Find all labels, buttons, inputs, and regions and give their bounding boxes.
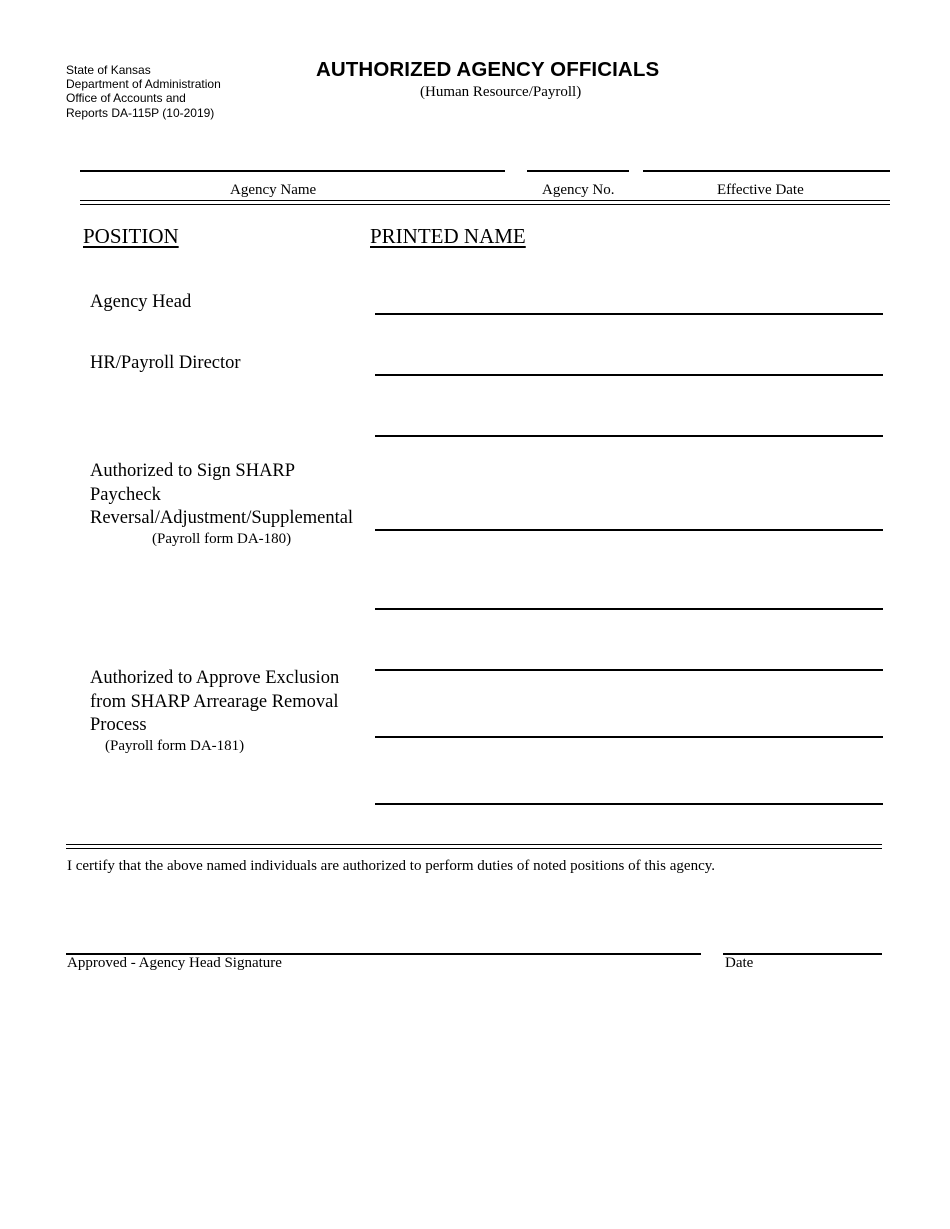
agency-info-line: Office of Accounts and [66,91,186,106]
position-hr-payroll-director: HR/Payroll Director [90,353,241,373]
effective-date-line [643,170,890,172]
double-rule-top [80,200,890,201]
form-subtitle: (Human Resource/Payroll) [420,84,582,100]
agency-no-line [527,170,629,172]
printed-name-field-hr-payroll-director[interactable] [375,345,883,375]
agency-info-block [66,63,221,120]
position-sign-sharp-line1: Authorized to Sign SHARP [90,461,296,481]
printed-name-line [375,608,883,610]
printed-name-field-sign-sharp-2[interactable] [375,579,883,609]
signature-date-field[interactable] [723,925,882,953]
position-approve-exclusion-line2: from SHARP Arrearage Removal [90,692,339,712]
agency-info-line: State of Kansas [66,63,151,77]
position-approve-exclusion-note: (Payroll form DA-181) [105,738,245,754]
printed-name-column-header: PRINTED NAME [370,224,526,248]
printed-name-field-sign-sharp-1[interactable] [375,500,883,530]
position-sign-sharp-note: (Payroll form DA-180) [152,531,292,547]
printed-name-field-approve-exclusion-1[interactable] [375,640,883,670]
printed-name-line [375,669,883,671]
position-approve-exclusion-line3: Process [90,715,147,735]
form-title: AUTHORIZED AGENCY OFFICIALS [316,58,660,81]
agency-head-signature-field[interactable] [66,925,701,953]
printed-name-line [375,374,883,376]
printed-name-field-agency-head[interactable] [375,284,883,314]
position-column-header: POSITION [83,224,179,248]
date-label: Date [725,955,754,971]
printed-name-line [375,435,883,437]
agency-name-line [80,170,505,172]
certification-statement: I certify that the above named individuals are authorized to perform duties of noted positions of this agency. [67,858,716,874]
effective-date-field[interactable] [643,142,890,170]
position-sign-sharp-line2: Paycheck [90,485,161,505]
printed-name-field-extra[interactable] [375,406,883,436]
position-agency-head: Agency Head [90,292,192,312]
effective-date-label: Effective Date [717,182,804,198]
position-sign-sharp-line3: Reversal/Adjustment/Supplemental [90,508,354,528]
bottom-double-rule-bottom [66,848,882,849]
printed-name-line [375,803,883,805]
agency-info-line: Department of Administration [66,77,221,92]
agency-info-line: Reports DA-115P (10-2019) [66,105,215,120]
signature-label: Approved - Agency Head Signature [67,955,282,971]
agency-no-label: Agency No. [542,182,615,198]
printed-name-field-approve-exclusion-3[interactable] [375,774,883,804]
double-rule-bottom [80,204,890,205]
agency-no-field[interactable] [527,142,629,170]
printed-name-line [375,313,883,315]
agency-name-label: Agency Name [230,182,317,198]
position-approve-exclusion-line1: Authorized to Approve Exclusion [90,668,340,688]
agency-name-field[interactable] [80,142,505,170]
printed-name-line [375,529,883,531]
printed-name-line [375,736,883,738]
printed-name-field-approve-exclusion-2[interactable] [375,707,883,737]
bottom-double-rule-top [66,844,882,845]
